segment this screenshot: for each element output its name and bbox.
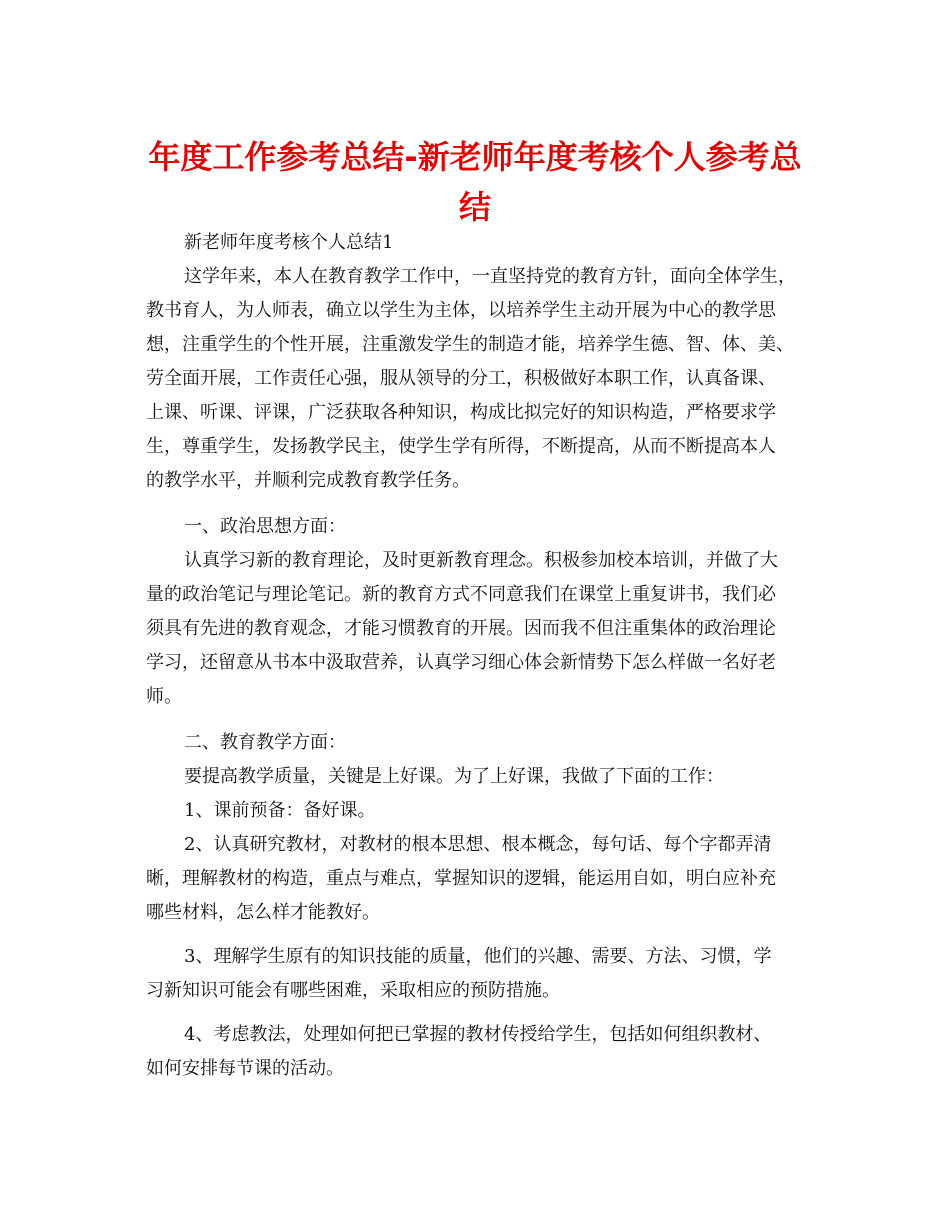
text-line: 这学年来，本人在教育教学工作中，一直坚持党的教育方针，面向全体学生， bbox=[184, 266, 796, 287]
text-line: 须具有先进的教育观念，才能习惯教育的开展。因而我不但注重集体的政治理论 bbox=[146, 618, 776, 639]
text-line: 晰，理解教材的构造，重点与难点，掌握知识的逻辑，能运用自如，明白应补充 bbox=[146, 868, 776, 889]
text-line: 如何安排每节课的活动。 bbox=[146, 1058, 344, 1079]
text-line: 要提高教学质量，关键是上好课。为了上好课，我做了下面的工作： bbox=[184, 766, 724, 787]
section-subtitle: 新老师年度考核个人总结1 bbox=[184, 232, 394, 253]
document-title-line-1: 年度工作参考总结-新老师年度考核个人参考总 bbox=[148, 138, 802, 176]
text-line: 劳全面开展，工作责任心强，服从领导的分工，积极做好本职工作，认真备课、 bbox=[146, 368, 776, 389]
text-line: 量的政治笔记与理论笔记。新的教育方式不同意我们在课堂上重复讲书，我们必 bbox=[146, 584, 776, 605]
text-line: 4、考虑教法，处理如何把已掌握的教材传授给学生，包括如何组织教材、 bbox=[184, 1024, 772, 1045]
text-line: 认真学习新的教育理论，及时更新教育理念。积极参加校本培训，并做了大 bbox=[184, 550, 778, 571]
text-line: 的教学水平，并顺利完成教育教学任务。 bbox=[146, 470, 470, 491]
text-line: 习新知识可能会有哪些困难，采取相应的预防措施。 bbox=[146, 980, 560, 1001]
text-line: 2、认真研究教材，对教材的根本思想、根本概念，每句话、每个字都弄清 bbox=[184, 834, 772, 855]
text-line: 学习，还留意从书本中汲取营养，认真学习细心体会新情势下怎么样做一名好老 bbox=[146, 652, 776, 673]
text-line: 教书育人，为人师表，确立以学生为主体，以培养学生主动开展为中心的教学思 bbox=[146, 300, 776, 321]
section-heading: 一、政治思想方面： bbox=[184, 516, 346, 537]
text-line: 上课、听课、评课，广泛获取各种知识，构成比拟完好的知识构造，严格要求学 bbox=[146, 402, 776, 423]
text-line: 3、理解学生原有的知识技能的质量，他们的兴趣、需要、方法、习惯，学 bbox=[184, 946, 772, 967]
section-heading: 二、教育教学方面： bbox=[184, 732, 346, 753]
text-line: 哪些材料，怎么样才能教好。 bbox=[146, 902, 380, 923]
text-line: 想，注重学生的个性开展，注重激发学生的制造才能，培养学生德、智、体、美、 bbox=[146, 334, 794, 355]
text-line: 生，尊重学生，发扬教学民主，使学生学有所得，不断提高，从而不断提高本人 bbox=[146, 436, 776, 457]
text-line: 师。 bbox=[146, 686, 182, 707]
document-title-line-2: 结 bbox=[458, 188, 491, 226]
text-line: 1、课前预备：备好课。 bbox=[184, 800, 376, 821]
